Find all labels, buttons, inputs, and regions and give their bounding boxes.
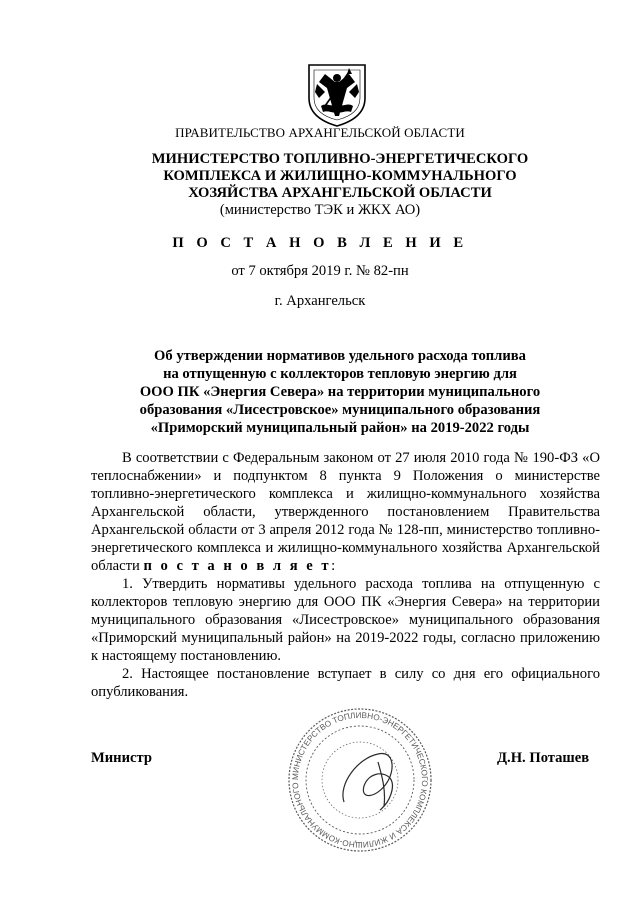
document-city: г. Архангельск [274, 293, 366, 309]
government-name: ПРАВИТЕЛЬСТВО АРХАНГЕЛЬСКОЙ ОБЛАСТИ [175, 125, 465, 140]
document-subject [110, 347, 570, 437]
item-1-paragraph: 1. Утвердить нормативы удельного расхода топлива на отпущенную с коллекторов тепловую энергию для ООО ПК «Энергия Севера» на территории муниципального образования «Лисестровское» муниципального образования «Приморский муниципальный район» на 2019-2022 годы, согласно приложению к настоящему постановлению. [91, 576, 600, 664]
subject-line: Об утверждении нормативов удельного расхода топлива [154, 348, 526, 364]
ministry-line: МИНИСТЕРСТВО ТОПЛИВНО-ЭНЕРГЕТИЧЕСКОГО [151, 151, 529, 167]
subject-line: образования «Лисестровское» муниципального образования [139, 402, 541, 418]
signatory-name: Д.Н. Поташев [497, 750, 590, 766]
preamble-paragraph [91, 449, 600, 575]
stamp-text: МИНИСТЕРСТВО ТОПЛИВНО-ЭНЕРГЕТИЧЕСКОГО КОМПЛЕКСА И ЖИЛИЩНО-КОММУНАЛЬНОГО [290, 710, 430, 850]
document-type: П О С Т А Н О В Л Е Н И Е [172, 235, 468, 251]
subject-line: на отпущенную с коллекторов тепловую энергию для [163, 366, 517, 382]
item-2-paragraph: 2. Настоящее постановление вступает в силу со дня его официального опубликования. [91, 666, 600, 700]
document-date-number: от 7 октября 2019 г. № 82-пн [231, 263, 409, 279]
official-stamp [286, 706, 434, 854]
handwritten-signature [343, 753, 392, 810]
subject-line: ООО ПК «Энергия Севера» на территории муниципального [139, 384, 541, 400]
signatory-role: Министр [91, 750, 152, 766]
document-body [91, 449, 600, 701]
preamble-text: В соответствии с Федеральным законом от 27 июля 2010 года № 190-ФЗ «О теплоснабжении» и подпунктом 8 пункта 9 Положения о министерстве топливно-энергетического комплекса и жилищно-коммунального хозяйства Архангельской области, утвержденного постановлением Правительства Архангельской области от 3 апреля 2012 года № 128-пп, министерство топливно-энергетического комплекса и жилищно-коммунального хозяйства Архангельской области [91, 450, 600, 574]
decree-colon: : [331, 558, 336, 574]
subject-line: «Приморский муниципальный район» на 2019-2022 годы [150, 420, 530, 436]
ministry-short-name: (министерство ТЭК и ЖКХ АО) [219, 202, 421, 218]
ministry-line: ХОЗЯЙСТВА АРХАНГЕЛЬСКОЙ ОБЛАСТИ [188, 185, 492, 201]
ministry-line: КОМПЛЕКСА И ЖИЛИЩНО-КОММУНАЛЬНОГО [163, 168, 517, 184]
ministry-name [100, 151, 580, 202]
decree-word: п о с т а н о в л я е т [143, 558, 332, 574]
coat-of-arms-icon [305, 62, 369, 128]
